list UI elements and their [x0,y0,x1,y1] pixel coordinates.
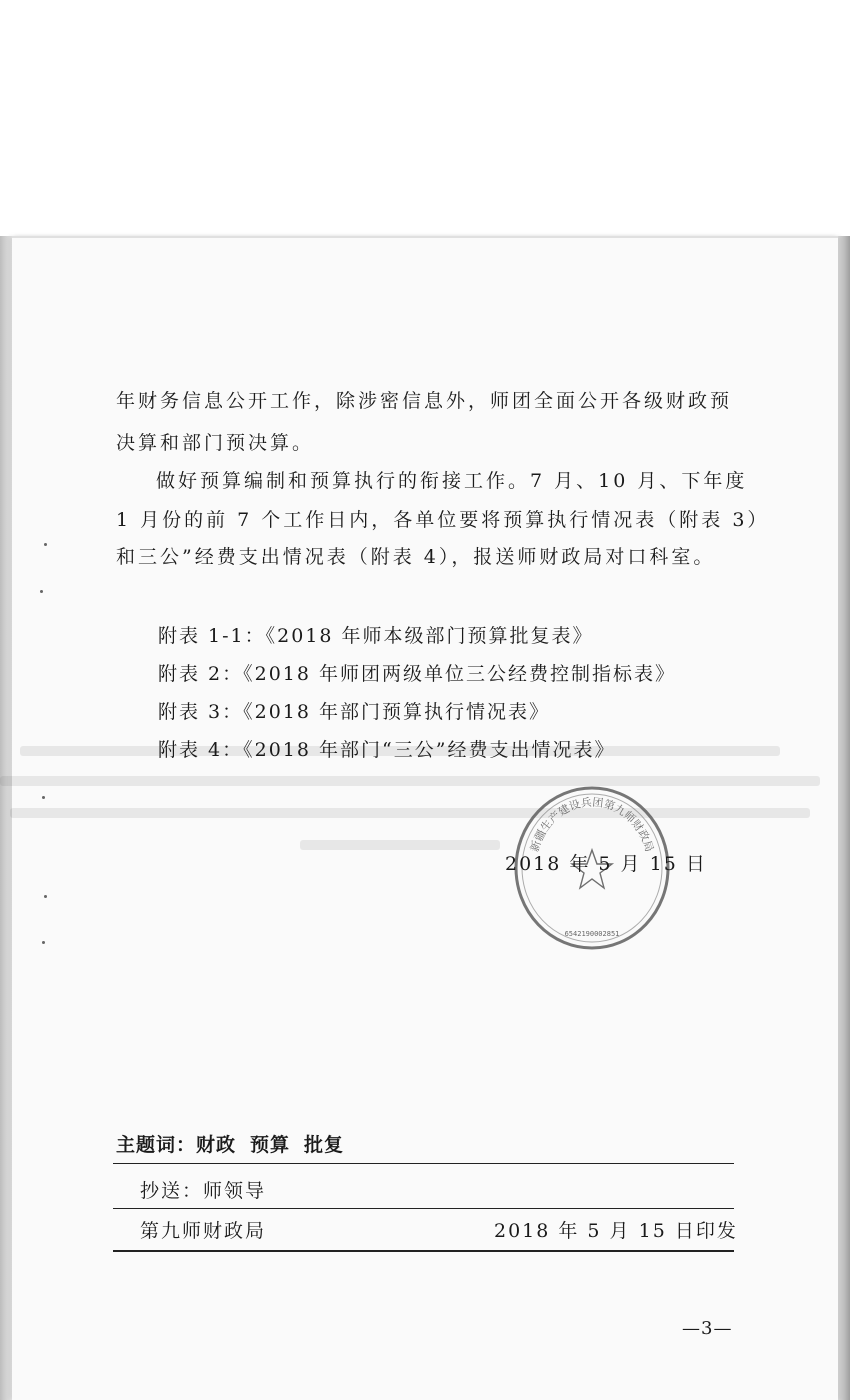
keyword-item: 批复 [304,1134,345,1156]
keyword-item: 财政 [196,1134,237,1156]
attachment-item: 附表 2：《2018 年师团两级单位三公经费控制指标表》 [158,663,677,685]
seal-number: 6542190002851 [564,930,620,938]
attachment-item: 附表 1-1：《2018 年师本级部门预算批复表》 [158,625,594,647]
seal-text: 新疆生产建设兵团第九师财政局 [528,795,656,854]
attachment-item: 附表 4：《2018 年部门“三公”经费支出情况表》 [158,739,616,761]
body-text-line: 1 月份的前 7 个工作日内，各单位要将预算执行情况表（附表 3） [116,509,770,531]
page-top-edge [12,236,838,238]
cc-line: 抄送：师领导 [140,1180,267,1202]
issuer: 第九师财政局 [140,1220,267,1242]
signature-date: 2018 年 5 月 15 日 [505,853,707,875]
scan-speck [40,590,43,593]
scan-speck [42,941,45,944]
issue-date: 2018 年 5 月 15 日印发 [494,1220,738,1242]
scan-speck [42,796,45,799]
footer-rule [113,1250,734,1252]
footer-rule [113,1208,734,1209]
footer-rule [113,1163,734,1164]
keywords-line [116,1130,344,1157]
body-text-line: 和三公”经费支出情况表（附表 4），报送师财政局对口科室。 [116,546,716,568]
scan-speck [44,895,47,898]
keywords-label: 主题词： [116,1134,197,1156]
scan-speck [44,543,47,546]
body-text-line: 年财务信息公开工作，除涉密信息外，师团全面公开各级财政预 [116,390,733,412]
page-number: —3— [682,1318,733,1339]
keyword-item: 预算 [250,1134,291,1156]
body-text-line: 决算和部门预决算。 [116,432,315,454]
attachment-item: 附表 3：《2018 年部门预算执行情况表》 [158,701,551,723]
body-text-line: 做好预算编制和预算执行的衔接工作。7 月、10 月、下年度 [156,470,748,492]
